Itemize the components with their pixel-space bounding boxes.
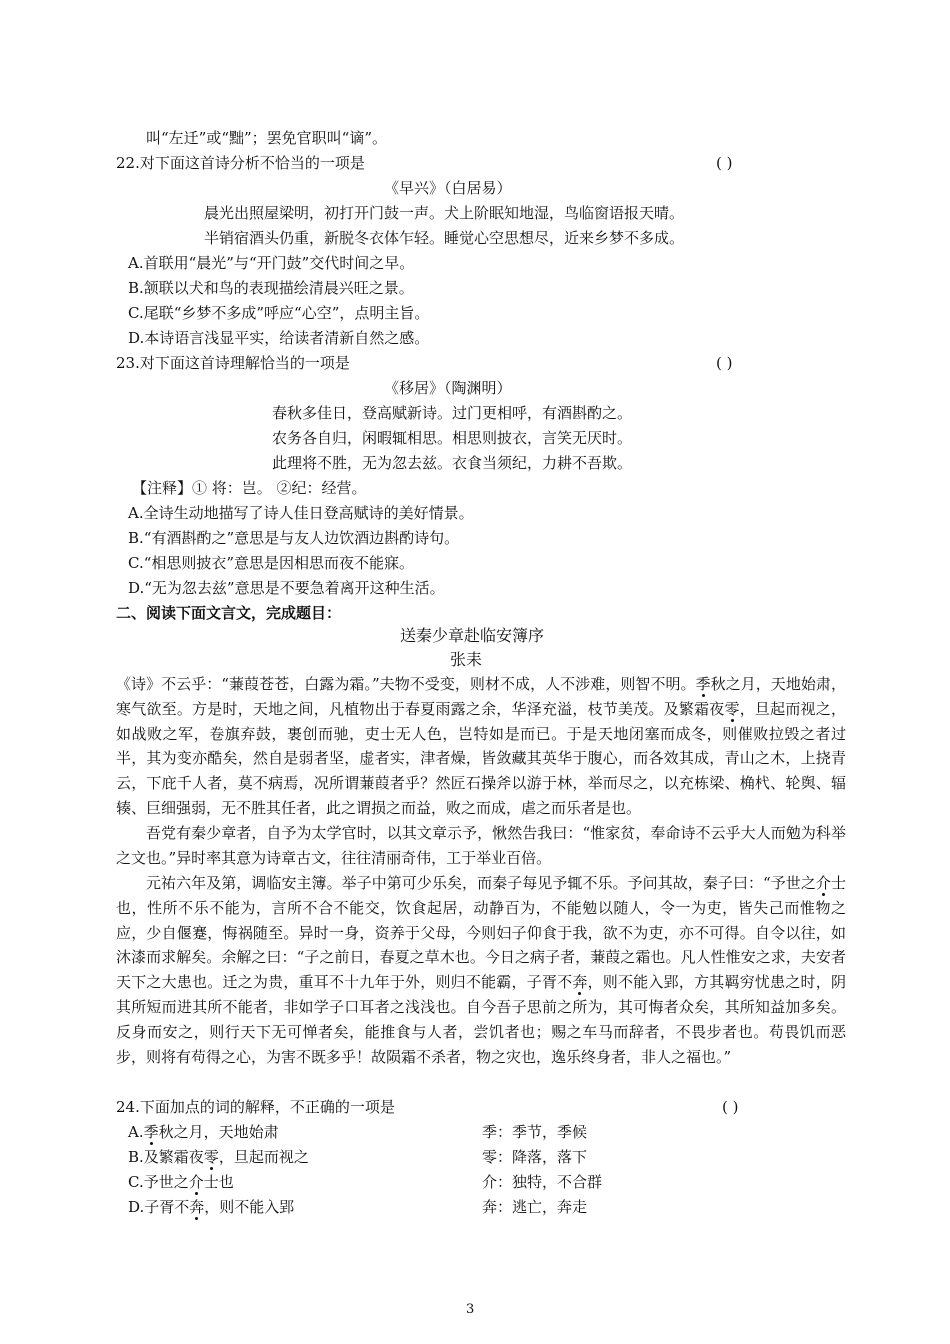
q24-option-a: A.季秋之月，天地始肃	[128, 1123, 279, 1141]
q24-gloss-c: 介：独特，不合群	[482, 1173, 603, 1191]
dotted-char: 零	[203, 1148, 219, 1166]
q23-poem-title: 《移居》（陶渊明）	[384, 379, 512, 397]
top-line: 叫“左迁”或“黜”；罢免官职叫“谪”。	[146, 129, 388, 147]
q22-answer-paren: ( )	[716, 154, 733, 172]
dotted-char: 奔	[189, 1198, 205, 1216]
q22-option-d: D.本诗语言浅显平实，给读者清新自然之感。	[128, 329, 430, 347]
q23-poem-line: 春秋多佳日，登高赋新诗。过门更相呼，有酒斟酌之。	[272, 404, 633, 422]
q23-option-c: C.“相思则披衣”意思是因相思而夜不能寐。	[128, 554, 415, 572]
q24-gloss-b: 零：降落，落下	[482, 1148, 588, 1166]
q23-poem-line: 农务各自归，闲暇辄相思。相思则披衣，言笑无厌时。	[272, 429, 633, 447]
q22-poem-line: 半销宿酒头仍重，新脱冬衣体乍轻。睡觉心空思想尽，近来乡梦不多成。	[204, 229, 685, 247]
passage-author: 张耒	[450, 650, 483, 669]
q24-option-c: C.予世之介士也	[128, 1173, 234, 1191]
q23-option-d: D.“无为忽去兹”意思是不要急着离开这种生活。	[128, 579, 445, 597]
q23-stem: 23.对下面这首诗理解恰当的一项是	[116, 354, 350, 372]
page-number: 3	[466, 1302, 475, 1317]
q22-stem: 22.对下面这首诗分析不恰当的一项是	[116, 154, 365, 172]
q23-option-b: B.“有酒斟酌之”意思是与友人边饮酒边斟酌诗句。	[128, 529, 460, 547]
q24-gloss-d: 奔：逃亡，奔走	[482, 1198, 588, 1216]
dotted-char: 介	[815, 874, 831, 892]
q24-option-d: D.子胥不奔，则不能入郢	[128, 1198, 295, 1216]
q23-poem-line: 此理将不胜，无为忽去兹。衣食当须纪，力耕不吾欺。	[272, 454, 633, 472]
passage-paragraph-2: 吾党有秦少章者，自予为太学官时，以其文章示予，愀然告我曰：“惟家贫，奉命诗不云乎大人而勉为科举之文也。”异时率其意为诗章古文，往往清丽奇伟，工于举业百倍。	[116, 824, 846, 867]
q22-option-a: A.首联用“晨光”与“开门鼓”交代时间之早。	[128, 254, 415, 272]
passage-paragraph-3: 元祐六年及第，调临安主簿。举子中第可少乐矣，而秦子每见予辄不乐。予问其故，秦子曰：“予世之介士也，性所不乐不能为，言所不合不能交，饮食起居，动静百为，不能勉以随人，令一为吏，皆失己而惟物之应，少自偃蹇，悔祸随至。异时一身，资养于父母，今则妇子仰食于我，欲不为吏，亦不可得。自令以往，如沐漆而求解矣。余解之曰：“子之前日，春夏之草木也。今日之病子者，蒹葭之霜也。凡人性惟安之求，夫安者天下之大患也。迁之为贵，重耳不十九年于外，则归不能霸，子胥不奔，则不能入郢，方其羁穷忧患之时，阴其所短而进其所不能者，非如学子口耳者之浅浅也。自今吾子思前之所为，其可悔者众矣，其所知益加多矣。反身而安之，则行天下无可惮者矣，能推食与人者，尝饥者也；赐之车马而辞者，不畏步者也。苟畏饥而恶步，则将有苟得之心，为害不既多乎！故陨霜不杀者，物之灾也，逸乐终身者，非人之福也。”	[116, 874, 846, 1066]
q24-answer-paren: ( )	[722, 1098, 739, 1116]
q22-poem-line: 晨光出照屋梁明，初打开门鼓一声。犬上阶眠知地湿，鸟临窗语报天晴。	[204, 204, 685, 222]
dotted-char: 季	[143, 1123, 159, 1141]
dotted-char: 介	[188, 1173, 204, 1191]
passage-paragraph-1: 《诗》不云乎：“蒹葭苍苍，白露为霜。”夫物不受变，则材不成，人不涉难，则智不明。季秋之月，天地始肃，寒气欲至。方是时，天地之间，凡植物出于春夏雨露之余，华泽充溢，枝节美茂。及繁霜夜零，旦起而视之，如战败之军，卷旗弃鼓，裹创而驰，吏士无人色，岂特如是而已。于是天地闭塞而成冬，则催败拉毁之者过半，其为变亦酷矣，然自是弱者坚，虚者实，津者燥，皆敛藏其英华于腹心，而各效其成，青山之木，上挠青云，下庇千人者，莫不病焉，况所谓蒹葭者乎？然匠石操斧以游于林，举而尽之，以充栋梁、桷杙、轮舆、辐辏、巨细强弱，无不胜其任者，此之谓损之而益，败之而成，虐之而乐者是也。	[116, 675, 846, 817]
q22-option-c: C.尾联“乡梦不多成”呼应“心空”，点明主旨。	[128, 304, 430, 322]
q24-option-b: B.及繁霜夜零，旦起而视之	[128, 1148, 309, 1166]
dotted-char: 季	[695, 675, 711, 693]
dotted-char: 零	[724, 699, 740, 718]
q23-answer-paren: ( )	[716, 354, 733, 372]
q22-poem-title: 《早兴》（白居易）	[384, 179, 512, 197]
q22-option-b: B.颔联以犬和鸟的表现描绘清晨兴旺之景。	[128, 279, 414, 297]
dotted-char: 奔	[572, 973, 588, 992]
section-heading: 二、阅读下面文言文，完成题目：	[116, 604, 342, 622]
q23-option-a: A.全诗生动地描写了诗人佳日登高赋诗的美好情景。	[128, 504, 474, 522]
q24-gloss-a: 季：季节，季候	[482, 1123, 588, 1141]
passage-title: 送秦少章赴临安簿序	[400, 626, 545, 645]
q24-stem: 24.下面加点的词的解释，不正确的一项是	[116, 1098, 395, 1116]
q23-note: 【注释】① 将：岂。 ②纪：经营。	[132, 479, 367, 497]
